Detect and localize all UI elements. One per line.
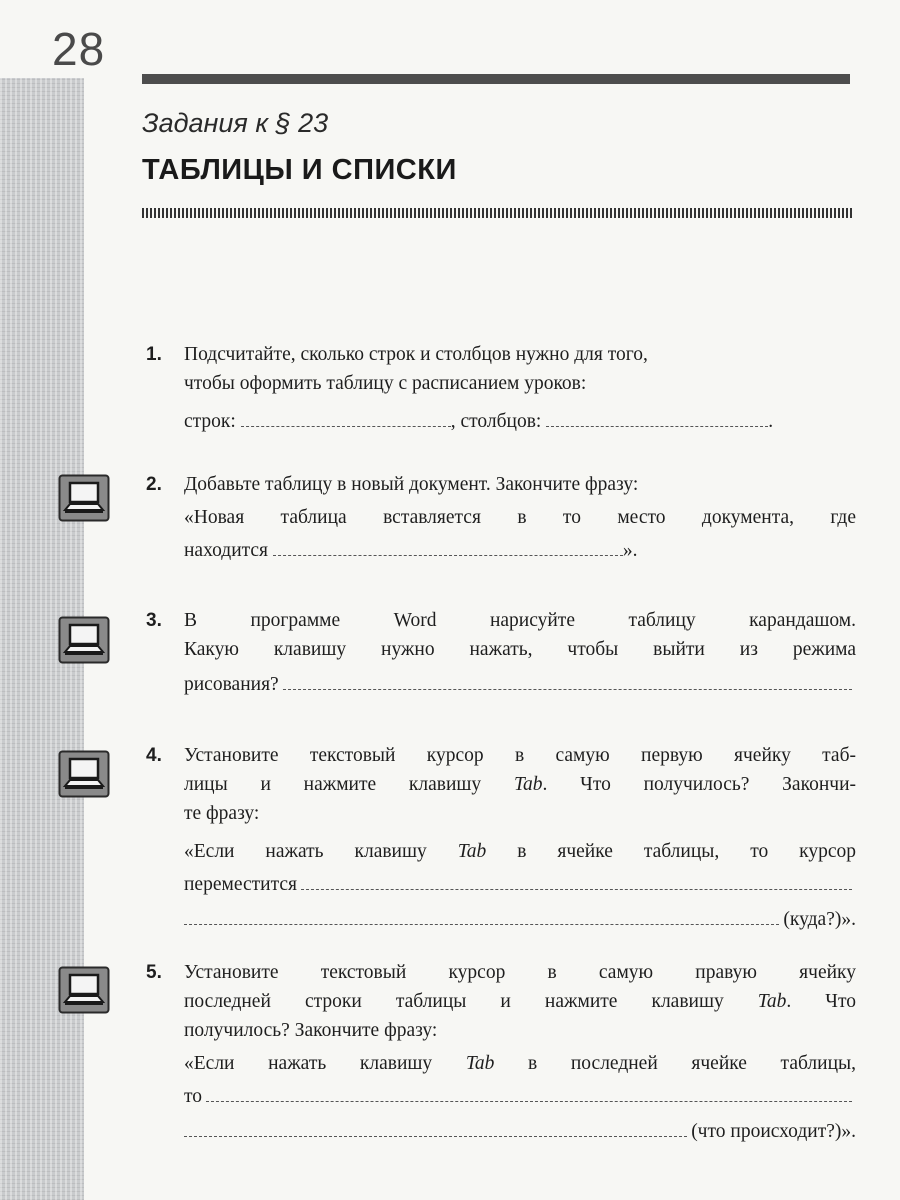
task-number: 2. xyxy=(146,474,162,495)
task-text: Какую клавишу нужно нажать, чтобы выйти из режима xyxy=(184,639,856,660)
laptop-computer-icon xyxy=(58,750,110,798)
task-text: находится xyxy=(184,540,269,561)
laptop-computer-icon xyxy=(58,474,110,522)
answer-field[interactable] xyxy=(184,923,779,925)
task-1 xyxy=(146,340,856,436)
task-2 xyxy=(146,470,856,565)
answer-field[interactable] xyxy=(283,688,852,690)
task-text: Добавьте таблицу в новый документ. Закончите фразу: xyxy=(184,474,639,495)
section-label: Задания к § 23 xyxy=(142,108,329,138)
key-name: Tab xyxy=(465,1053,495,1074)
task-text: переместится xyxy=(184,874,297,895)
rows-label: строк: xyxy=(184,411,236,432)
cols-answer-field[interactable] xyxy=(546,425,768,427)
answer-line xyxy=(184,536,856,565)
task-text: (куда?)». xyxy=(783,909,856,930)
answer-line xyxy=(184,1117,856,1146)
answer-field[interactable] xyxy=(273,554,623,556)
answer-line xyxy=(184,1082,856,1111)
key-name: Tab xyxy=(457,841,487,862)
answer-line xyxy=(184,407,856,436)
task-5 xyxy=(146,958,856,1146)
task-text: лицы и нажмите клавишу Tab. Что получилось? Закончи- xyxy=(184,774,856,795)
task-number: 4. xyxy=(146,745,162,766)
task-text: те фразу: xyxy=(184,803,260,824)
answer-field[interactable] xyxy=(184,1135,687,1137)
task-text: Установите текстовый курсор в самую первую ячейку таб- xyxy=(184,745,856,766)
task-text: В программе Word нарисуйте таблицу карандашом. xyxy=(184,610,856,631)
end-period: . xyxy=(768,411,774,432)
rows-answer-field[interactable] xyxy=(241,425,451,427)
task-text: чтобы оформить таблицу с расписанием уроков: xyxy=(184,373,587,394)
task-text: «Новая таблица вставляется в то место документа, где xyxy=(184,507,856,528)
laptop-computer-icon xyxy=(58,616,110,664)
task-text: «Если нажать клавишу Tab в последней ячейке таблицы, xyxy=(184,1053,856,1074)
answer-line xyxy=(184,905,856,934)
task-3 xyxy=(146,606,856,699)
task-text: последней строки таблицы и нажмите клавишу Tab. Что xyxy=(184,991,856,1012)
task-text: получилось? Закончите фразу: xyxy=(184,1020,438,1041)
answer-field[interactable] xyxy=(206,1100,852,1102)
task-text: Установите текстовый курсор в самую правую ячейку xyxy=(184,962,856,983)
section-title: ТАБЛИЦЫ И СПИСКИ xyxy=(142,154,457,186)
answer-field[interactable] xyxy=(301,888,852,890)
task-text: ». xyxy=(622,540,638,561)
answer-line xyxy=(184,870,856,899)
task-text: рисования? xyxy=(184,674,279,695)
cols-label: , столбцов: xyxy=(450,411,542,432)
task-number: 5. xyxy=(146,962,162,983)
key-name: Tab xyxy=(513,774,543,795)
laptop-computer-icon xyxy=(58,966,110,1014)
section-divider xyxy=(142,208,854,218)
answer-line xyxy=(184,670,856,699)
header-rule xyxy=(142,74,850,84)
page-number: 28 xyxy=(52,23,106,75)
task-number: 3. xyxy=(146,610,162,631)
task-text: Подсчитайте, сколько строк и столбцов нужно для того, xyxy=(184,344,648,365)
task-text: «Если нажать клавишу Tab в ячейке таблицы, то курсор xyxy=(184,841,857,862)
task-4 xyxy=(146,741,856,934)
task-text: (что происходит?)». xyxy=(691,1121,856,1142)
key-name: Tab xyxy=(757,991,787,1012)
task-text: то xyxy=(184,1086,203,1107)
task-number: 1. xyxy=(146,344,162,365)
